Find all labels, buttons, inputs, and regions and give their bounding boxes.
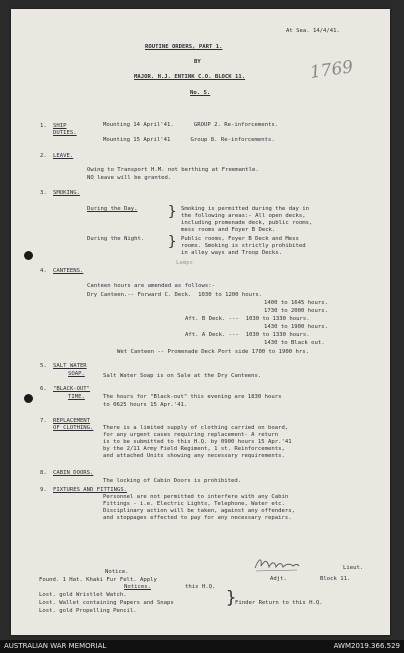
section-7-line: There is a limited supply of clothing carried on board,: [103, 425, 289, 431]
lost-item: Lost. Wallet containing Papers and Snaps: [39, 600, 174, 606]
archive-footer: [0, 640, 404, 653]
found-notice: Found. 1 Hat. Khaki Fur Felt. Apply: [39, 577, 157, 583]
brace: }: [226, 588, 237, 608]
section-6-number: 6.: [40, 386, 47, 392]
brace: }: [168, 234, 177, 250]
lost-item: Lost. gold Propelling Pencil.: [39, 608, 137, 614]
section-9-line: Fittings - i.e. Electric Lights, Telephone, Water etc.: [103, 501, 285, 507]
canteen-line: 1400 to 1645 hours.: [264, 300, 328, 306]
canteen-line: 1430 to Black out.: [264, 340, 325, 346]
signature-adjt: Adjt.: [270, 576, 287, 582]
punch-hole-top: [24, 251, 33, 260]
canteen-line: Wet Canteen -- Promenade Deck Port side 1700 to 1900 hrs.: [117, 349, 309, 355]
section-2-line: NO leave will be granted.: [87, 175, 172, 181]
section-5-title-cont: SOAP.: [68, 371, 85, 377]
archive-id: AWM2019.366.529: [333, 642, 400, 650]
canteen-intro: Canteen hours are amended as follows:-: [87, 283, 215, 289]
canteen-line: 1730 to 2000 hours.: [264, 308, 328, 314]
section-8-title: CABIN DOORS.: [53, 470, 94, 476]
canteen-line: Aft. A Deck. --- 1030 to 1330 hours.: [185, 332, 310, 338]
notice-heading: Notice.: [105, 569, 129, 575]
section-3-title: SMOKING.: [53, 190, 80, 196]
section-8-line: The locking of Cabin Doors is prohibited.: [103, 478, 242, 484]
brace: }: [168, 204, 177, 220]
smoking-day-line: including promenade deck, public rooms,: [181, 220, 313, 226]
section-4-number: 4.: [40, 268, 47, 274]
found-notice-cont: this H.Q.: [185, 584, 216, 590]
signature-block: Block 11.: [320, 576, 351, 582]
section-6-title-cont: TIME.: [68, 394, 85, 400]
notices-heading: Notices.: [124, 584, 151, 590]
finder-return: Finder Return to this H.Q.: [235, 600, 323, 606]
section-7-number: 7.: [40, 418, 47, 424]
at-sea-date: At Sea. 14/4/41.: [286, 28, 340, 34]
section-9-line: and stoppages effected to pay for any necessary repairs.: [103, 515, 292, 521]
section-1-line: Mounting 14 April'41. GROUP 2. Re-inforcements.: [103, 122, 279, 128]
smoking-day-line: the following areas:- All open decks,: [181, 213, 306, 219]
section-5-line: Salt Water Soap is on Sale at the Dry Canteens.: [103, 373, 262, 379]
handwritten-signature: [253, 554, 301, 574]
section-2-title: LEAVE.: [53, 153, 74, 159]
section-9-line: Personnel are not permitted to interfere with any Cabin: [103, 494, 289, 500]
smoking-night-line: Public rooms, Foyer B Deck and Mess: [181, 236, 299, 242]
section-9-number: 9.: [40, 487, 47, 493]
faint-text: Lamps: [176, 260, 193, 266]
section-8-number: 8.: [40, 470, 47, 476]
signature-rank: Lieut.: [343, 565, 364, 571]
section-1-number: 1.: [40, 123, 47, 129]
section-7-line: is to be submitted to this H.Q. by 0900 hours 15 Apr.'41: [103, 439, 292, 445]
section-2-line: Owing to Transport H.M. not berthing at Freemantle.: [87, 167, 259, 173]
handwritten-reference: 1769: [308, 57, 355, 83]
section-1-title-cont: DUTIES.: [53, 130, 77, 136]
section-7-title: REPLACEMENT: [53, 418, 91, 424]
orders-by: BY: [194, 59, 201, 65]
section-4-title: CANTEENS.: [53, 268, 84, 274]
canteen-line: Aft. B Deck. --- 1030 to 1330 hours.: [185, 316, 310, 322]
smoking-night-line: rooms. Smoking is strictly prohibited: [181, 243, 306, 249]
section-3-number: 3.: [40, 190, 47, 196]
commanding-officer: MAJOR. H.J. ENTINK C.O. BLOCK 11.: [134, 74, 246, 80]
section-5-number: 5.: [40, 363, 47, 369]
smoking-day-line: mess rooms and Foyer B Deck.: [181, 227, 276, 233]
section-1-line: Mounting 15 April'41 Group 8. Re-inforcements.: [103, 137, 275, 143]
section-6-line: The hours for "Black-out" this evening are 1830 hours: [103, 394, 282, 400]
lost-item: Lost. gold Wristlet Watch.: [39, 592, 127, 598]
section-1-title: SHIP: [53, 123, 67, 129]
order-number: No. 5.: [190, 90, 211, 96]
section-9-line: Disciplinary action will be taken, against any offenders,: [103, 508, 295, 514]
section-7-title-cont: OF CLOTHING.: [53, 425, 94, 431]
section-6-line: to 0625 hours 15 Apr.'41.: [103, 402, 188, 408]
section-7-line: by the 2/11 Army Field Regiment, 1 st. Reinforcements,: [103, 446, 285, 452]
smoking-night-label: During the Night.: [87, 236, 145, 242]
section-7-line: and attached Units showing any necessary requirements.: [103, 453, 285, 459]
smoking-day-line: Smoking is permitted during the day in: [181, 206, 309, 212]
section-9-title: FIXTURES AND FITTINGS.: [53, 487, 128, 493]
canteen-line: Dry Canteen.-- Forward C. Deck. 1030 to 1200 hours.: [87, 292, 263, 298]
orders-title: ROUTINE ORDERS, PART 1.: [145, 44, 223, 50]
smoking-night-line: in alley ways and Troop Decks.: [181, 250, 283, 256]
section-5-title: SALT WATER: [53, 363, 87, 369]
smoking-day-label: During the Day.: [87, 206, 138, 212]
archive-name: AUSTRALIAN WAR MEMORIAL: [4, 642, 107, 650]
section-7-line: for any urgent cases requiring replacement- A return: [103, 432, 279, 438]
canteen-line: 1430 to 1900 hours.: [264, 324, 328, 330]
section-2-number: 2.: [40, 153, 47, 159]
punch-hole-bottom: [24, 394, 33, 403]
section-6-title: "BLACK-OUT": [53, 386, 91, 392]
